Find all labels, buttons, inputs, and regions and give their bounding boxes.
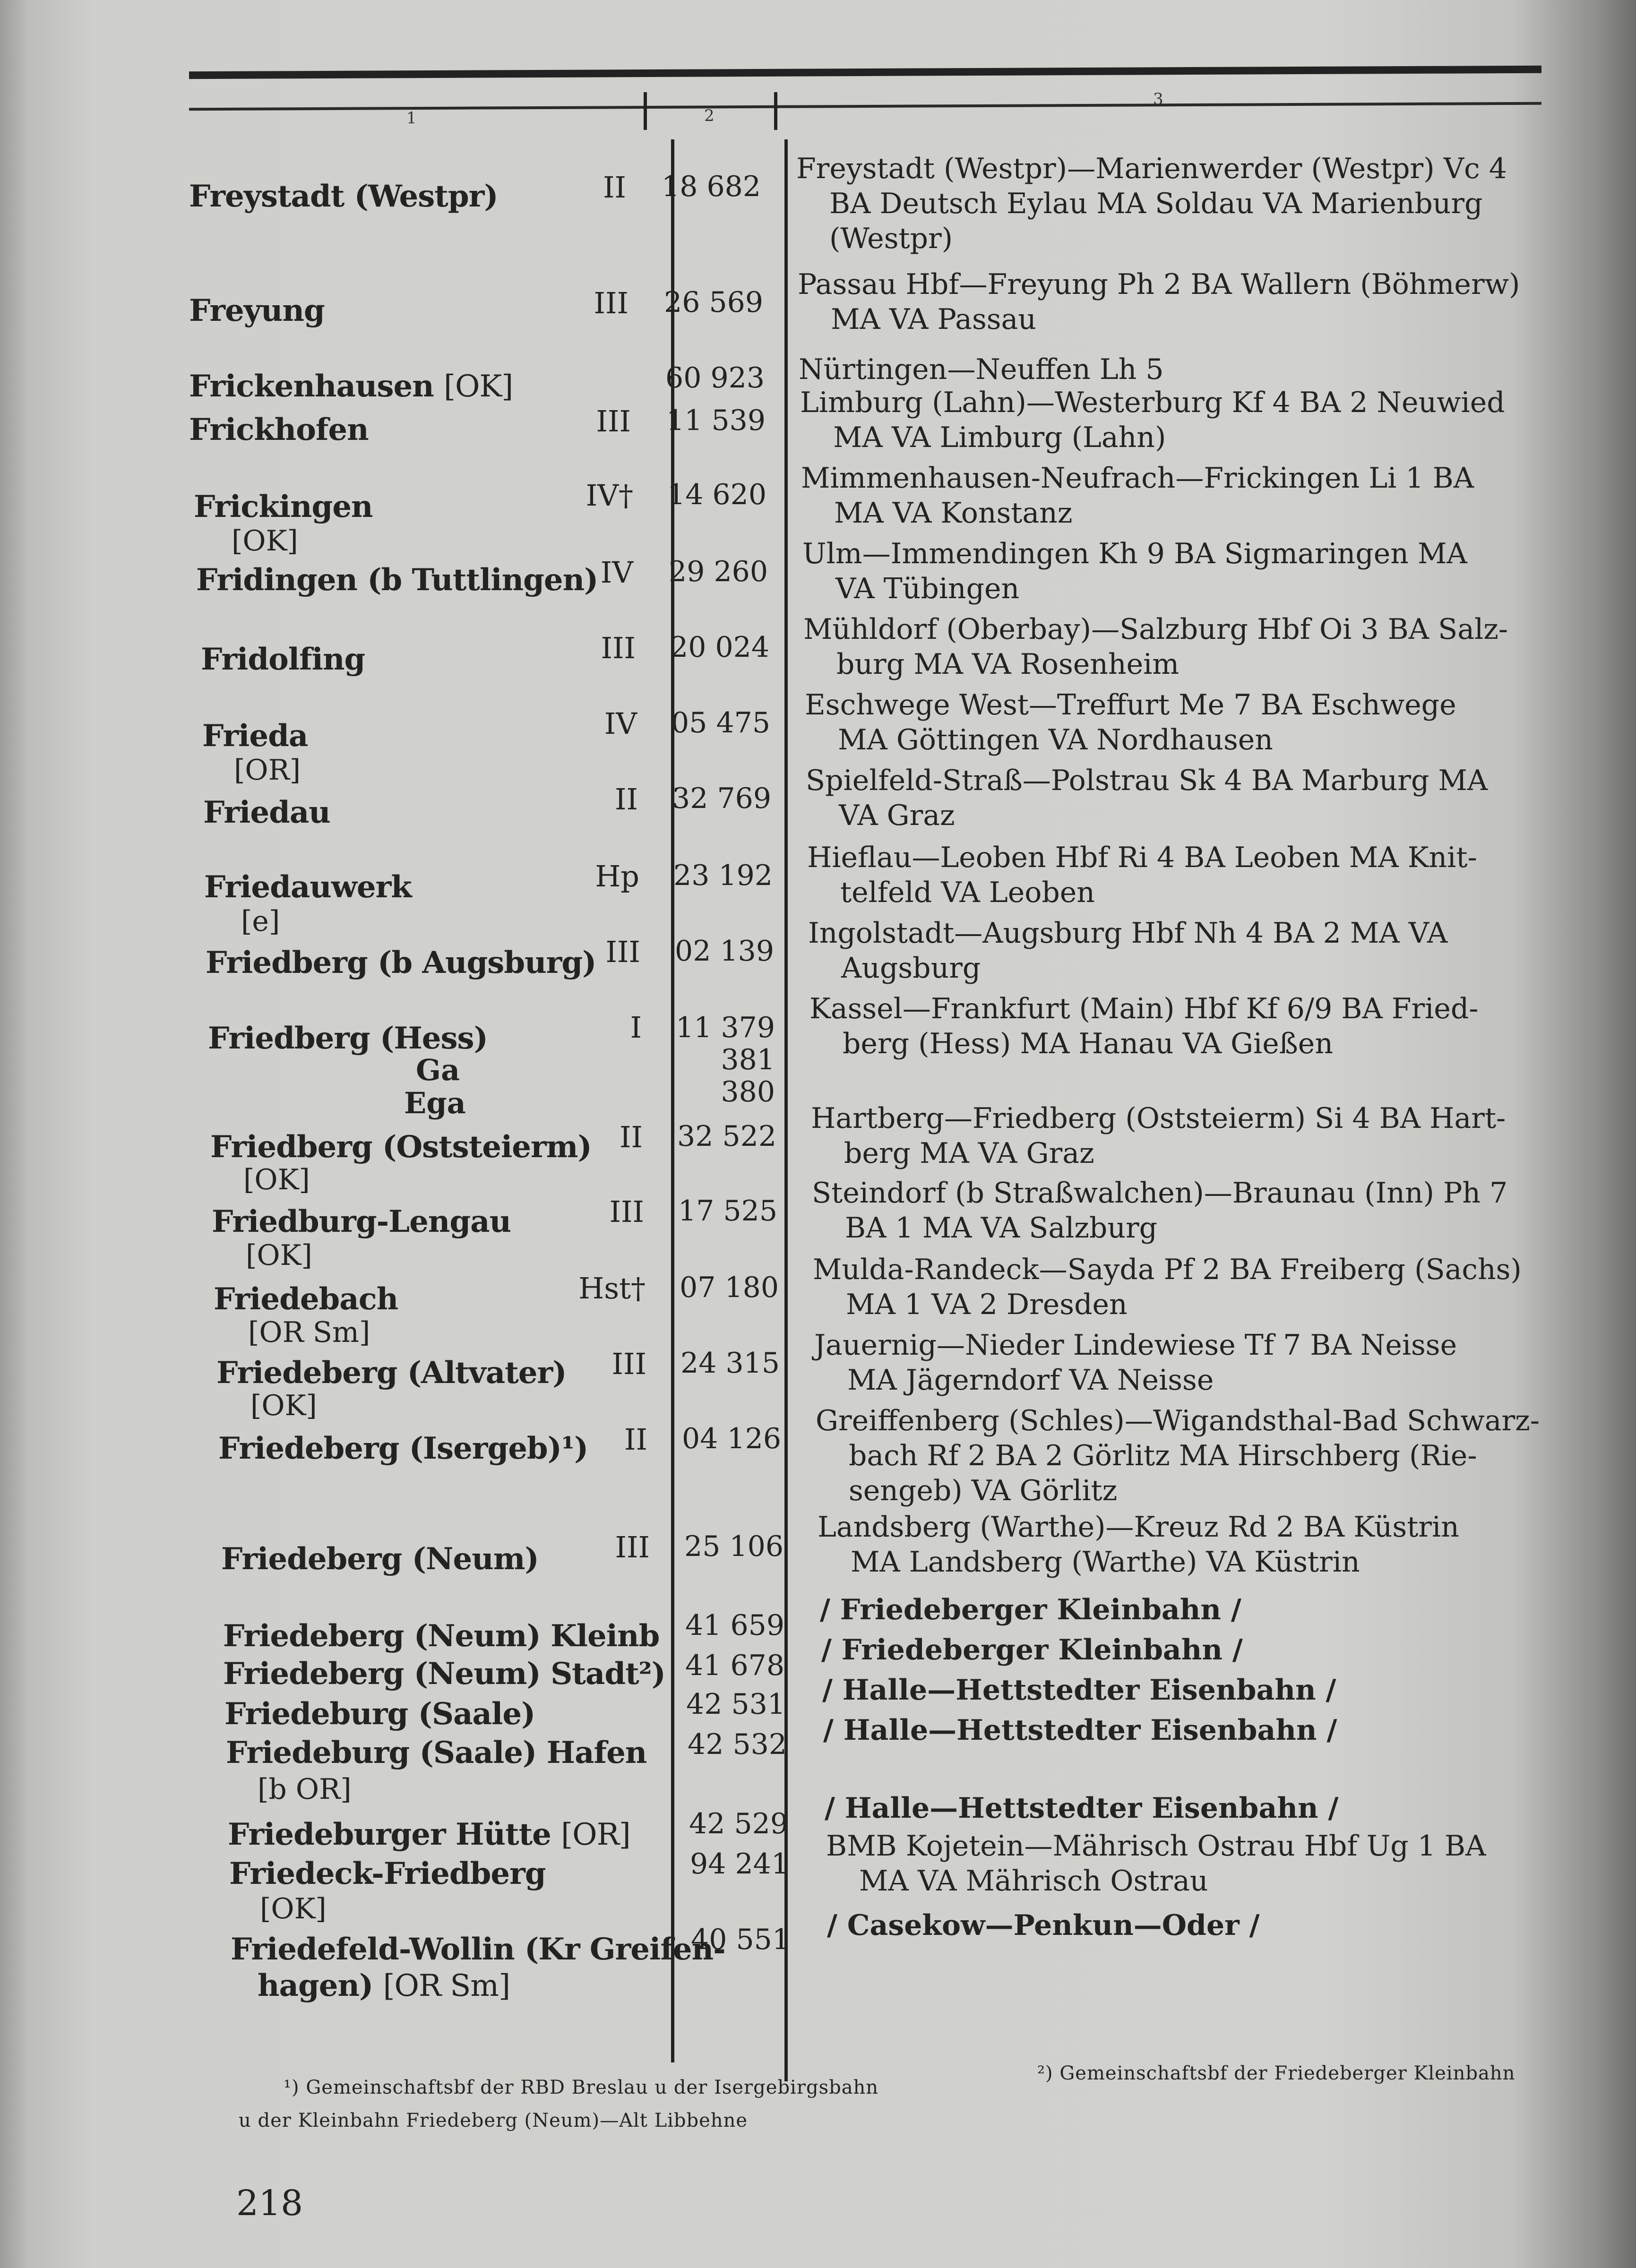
station-code: 14 620: [667, 478, 766, 511]
station-code: 32 769: [672, 782, 771, 815]
station-note: [OR]: [234, 754, 301, 787]
station-description: [796, 151, 1562, 256]
station-class: I: [630, 1010, 642, 1045]
station-note: [OK]: [246, 1239, 312, 1272]
station-code: 11 539: [666, 404, 766, 437]
desc-line-2: bach Rf 2 BA 2 Görlitz MA Hirschberg (Rie-: [849, 1439, 1477, 1472]
station-code: 18 682: [662, 170, 761, 203]
desc-line-2: BA Deutsch Eylau MA Soldau VA Marienburg: [829, 187, 1483, 220]
station-code: 07 180: [680, 1271, 779, 1304]
desc-line-2: MA VA Limburg (Lahn): [833, 421, 1166, 454]
station-code: 17 525: [678, 1194, 777, 1228]
station-name: Friedeberg (Neum) Stadt²): [223, 1656, 665, 1692]
station-name-text: hagen): [258, 1968, 373, 2003]
desc-line-2: VA Tübingen: [835, 572, 1020, 605]
station-code: 02 139: [675, 935, 774, 968]
station-code: 25 106: [684, 1530, 784, 1563]
desc-line-1: Landsberg (Warthe)—Kreuz Rd 2 BA Küstrin: [818, 1511, 1459, 1544]
station-class: III: [615, 1530, 650, 1564]
station-code: 23 192: [673, 859, 773, 892]
station-note: [OK]: [250, 1389, 317, 1422]
station-description: [808, 916, 1574, 986]
station-note: [OK]: [232, 524, 298, 558]
desc-line-1: / Halle—Hettstedter Eisenbahn /: [822, 1674, 1336, 1707]
station-class: III: [596, 404, 631, 438]
station-description: [798, 267, 1563, 337]
station-class: III: [611, 1347, 646, 1381]
station-class: IV: [600, 555, 633, 590]
station-code: 42 529: [689, 1807, 788, 1840]
footnote-2: ²) Gemeinschaftsbf der Friedeberger Kleinbahn: [1037, 2062, 1515, 2084]
desc-line-1: Mulda-Randeck—Sayda Pf 2 BA Freiberg (Sachs): [813, 1253, 1522, 1286]
desc-line-1: / Casekow—Penkun—Oder /: [827, 1909, 1260, 1942]
station-class: Hp: [595, 859, 639, 893]
station-name: Friedau: [203, 795, 330, 830]
station-note: [OK]: [260, 1892, 327, 1925]
station-description: [813, 1252, 1578, 1322]
desc-line-1: Hartberg—Friedberg (Oststeierm) Si 4 BA Hart-: [811, 1102, 1506, 1135]
desc-line-1: Ulm—Immendingen Kh 9 BA Sigmaringen MA: [802, 537, 1467, 570]
desc-line-2: burg MA VA Rosenheim: [836, 648, 1180, 681]
station-code: 42 531: [686, 1688, 785, 1721]
desc-line-1: / Halle—Hettstedter Eisenbahn /: [825, 1792, 1339, 1825]
station-name: Friedberg (Oststeierm): [210, 1129, 592, 1165]
station-note: [OK]: [444, 369, 513, 404]
station-name: Frieda: [202, 718, 308, 754]
station-description: [818, 1510, 1583, 1580]
desc-line-1: Spielfeld-Straß—Polstrau Sk 4 BA Marburg MA: [806, 764, 1488, 797]
station-name: [228, 1817, 630, 1852]
desc-line-1: Ingolstadt—Augsburg Hbf Nh 4 BA 2 MA VA: [808, 917, 1448, 950]
footnote-1-line-1: ¹) Gemeinschaftsbf der RBD Breslau u der Isergebirgsbahn: [284, 2077, 879, 2098]
desc-line-1: / Friedeberger Kleinbahn /: [821, 1633, 1243, 1667]
station-name: Friedeberg (Neum): [221, 1541, 539, 1577]
station-name: Friedburg-Lengau: [212, 1204, 511, 1239]
station-code: 11 379: [676, 1011, 775, 1044]
header-divider-2: [774, 92, 777, 130]
station-description: [807, 840, 1573, 910]
station-name-text: Friedeburger Hütte: [228, 1817, 551, 1852]
station-name: Friedeberg (Neum) Kleinb: [223, 1618, 660, 1654]
station-description: [805, 687, 1570, 757]
desc-line-1: Jauernig—Nieder Lindewiese Tf 7 BA Neisse: [814, 1329, 1457, 1362]
station-note: [OR Sm]: [383, 1968, 510, 2003]
station-code: 24 315: [680, 1347, 780, 1380]
station-name: Friedberg (Hess): [208, 1021, 488, 1056]
station-class: III: [605, 935, 640, 969]
top-rule: [189, 66, 1541, 79]
column-number-1: 1: [406, 109, 417, 128]
desc-line-2: VA Graz: [839, 799, 955, 832]
station-description: [806, 763, 1571, 833]
desc-line-3: (Westpr): [829, 222, 953, 255]
station-name: Freystadt (Westpr): [189, 179, 498, 214]
desc-line-1: Hieflau—Leoben Hbf Ri 4 BA Leoben MA Knit-: [807, 841, 1477, 874]
station-code: 04 126: [682, 1422, 781, 1455]
desc-line-3: sengeb) VA Görlitz: [849, 1474, 1118, 1507]
station-code: 29 260: [669, 555, 768, 588]
station-name: Friedeck-Friedberg: [229, 1856, 546, 1891]
station-suffix-ga: Ga: [416, 1053, 460, 1087]
station-name: Friedeberg (Isergeb)¹): [218, 1431, 588, 1466]
station-description: [800, 385, 1566, 455]
station-description: [826, 1829, 1592, 1899]
station-class: III: [594, 286, 629, 320]
station-description: [821, 1632, 1587, 1667]
station-note: [b OR]: [258, 1773, 352, 1806]
station-description: [814, 1328, 1580, 1398]
page-number: 218: [236, 2183, 303, 2224]
station-class: II: [624, 1422, 647, 1457]
station-description: [820, 1592, 1585, 1627]
station-class: III: [609, 1194, 644, 1229]
station-note: [e]: [241, 905, 280, 938]
desc-line-2: MA 1 VA 2 Dresden: [846, 1288, 1128, 1321]
station-class: Hst†: [578, 1271, 646, 1306]
station-class: II: [620, 1120, 643, 1154]
station-description: [802, 536, 1568, 606]
station-class: II: [615, 782, 638, 816]
column-divider-2: [784, 139, 788, 2081]
desc-line-2: MA Landsberg (Warthe) VA Küstrin: [851, 1546, 1360, 1579]
station-description: [801, 461, 1567, 531]
station-name: Friedeburg (Saale): [224, 1696, 535, 1732]
station-name-continued: [258, 1968, 510, 2003]
desc-line-1: Freystadt (Westpr)—Marienwerder (Westpr) Vc 4: [796, 152, 1507, 185]
station-code: 32 522: [677, 1120, 776, 1153]
header-rule: [189, 102, 1541, 111]
station-code-ga: 381: [721, 1043, 775, 1076]
station-note: [OR Sm]: [248, 1316, 370, 1349]
station-description: [827, 1908, 1593, 1943]
station-description: [823, 1713, 1589, 1748]
station-description: [811, 1101, 1576, 1171]
station-class: IV†: [586, 478, 633, 513]
station-code: 26 569: [664, 286, 763, 319]
station-code: 42 532: [688, 1728, 787, 1761]
desc-line-2: Augsburg: [841, 952, 981, 985]
station-name: Friedebach: [214, 1281, 398, 1317]
column-number-3: 3: [1153, 90, 1163, 109]
desc-line-2: MA Jägerndorf VA Neisse: [847, 1364, 1214, 1397]
station-name: Friedeberg (Altvater): [216, 1355, 567, 1391]
station-code: 41 659: [685, 1609, 784, 1642]
desc-line-2: MA VA Passau: [831, 303, 1036, 336]
header-divider-1: [644, 92, 647, 130]
desc-line-1: Mimmenhausen-Neufrach—Frickingen Li 1 BA: [801, 462, 1474, 495]
desc-line-2: MA Göttingen VA Nordhausen: [838, 723, 1273, 756]
station-code: 05 475: [671, 706, 770, 739]
desc-line-2: BA 1 MA VA Salzburg: [845, 1211, 1158, 1245]
station-name: Friedefeld-Wollin (Kr Greifen-: [231, 1932, 725, 1967]
footnote-1-line-2: u der Kleinbahn Friedeberg (Neum)—Alt Libbehne: [239, 2110, 748, 2131]
desc-line-1: Eschwege West—Treffurt Me 7 BA Eschwege: [805, 688, 1456, 722]
column-number-2: 2: [704, 106, 715, 125]
station-description: [799, 352, 1564, 387]
desc-line-1: / Friedeberger Kleinbahn /: [820, 1593, 1241, 1626]
station-class: IV: [604, 706, 637, 741]
desc-line-1: Mühldorf (Oberbay)—Salzburg Hbf Oi 3 BA Salz-: [803, 613, 1508, 646]
station-name: Fridingen (b Tuttlingen): [196, 562, 598, 598]
station-code: 41 678: [685, 1649, 784, 1682]
desc-line-2: MA VA Mährisch Ostrau: [859, 1864, 1208, 1898]
desc-line-2: telfeld VA Leoben: [840, 876, 1095, 909]
station-name: Freyung: [189, 293, 325, 328]
desc-line-1: Passau Hbf—Freyung Ph 2 BA Wallern (Böhmerw): [798, 268, 1520, 301]
station-description: [822, 1673, 1588, 1708]
station-code: 40 551: [691, 1923, 790, 1956]
station-description: [812, 1176, 1577, 1246]
station-name: Fridolfing: [201, 642, 365, 677]
station-name: Friedeburg (Saale) Hafen: [226, 1735, 647, 1770]
station-note: [OR]: [561, 1817, 630, 1852]
station-description: [803, 612, 1569, 682]
desc-line-2: MA VA Konstanz: [834, 497, 1073, 530]
station-name: Frickingen: [194, 489, 373, 524]
desc-line-1: Nürtingen—Neuffen Lh 5: [799, 353, 1164, 386]
station-class: III: [601, 631, 636, 665]
desc-line-1: Limburg (Lahn)—Westerburg Kf 4 BA 2 Neuwied: [800, 386, 1505, 419]
desc-line-1: Greiffenberg (Schles)—Wigandsthal-Bad Schwarz-: [816, 1404, 1540, 1437]
station-code-ega: 380: [721, 1075, 775, 1108]
station-name: Friedauwerk: [204, 869, 412, 905]
station-description: [816, 1403, 1581, 1508]
desc-line-1: Kassel—Frankfurt (Main) Hbf Kf 6/9 BA Fried-: [809, 992, 1479, 1025]
station-name: [189, 369, 513, 404]
station-description: [825, 1791, 1590, 1826]
station-code: 94 241: [690, 1847, 789, 1881]
station-name-text: Frickenhausen: [189, 369, 434, 404]
station-code: 20 024: [670, 631, 769, 664]
station-name: Frickhofen: [189, 412, 369, 447]
station-name: Friedberg (b Augsburg): [206, 945, 596, 980]
station-description: [809, 991, 1575, 1061]
station-class: II: [603, 170, 626, 205]
station-code: 60 923: [665, 361, 765, 395]
desc-line-2: berg (Hess) MA Hanau VA Gießen: [843, 1027, 1333, 1060]
desc-line-1: / Halle—Hettstedter Eisenbahn /: [823, 1714, 1337, 1747]
desc-line-2: berg MA VA Graz: [844, 1137, 1094, 1170]
desc-line-1: BMB Kojetein—Mährisch Ostrau Hbf Ug 1 BA: [826, 1830, 1486, 1863]
station-suffix-ega: Ega: [404, 1086, 466, 1120]
desc-line-1: Steindorf (b Straßwalchen)—Braunau (Inn) Ph 7: [812, 1177, 1508, 1210]
station-note: [OK]: [243, 1163, 310, 1196]
